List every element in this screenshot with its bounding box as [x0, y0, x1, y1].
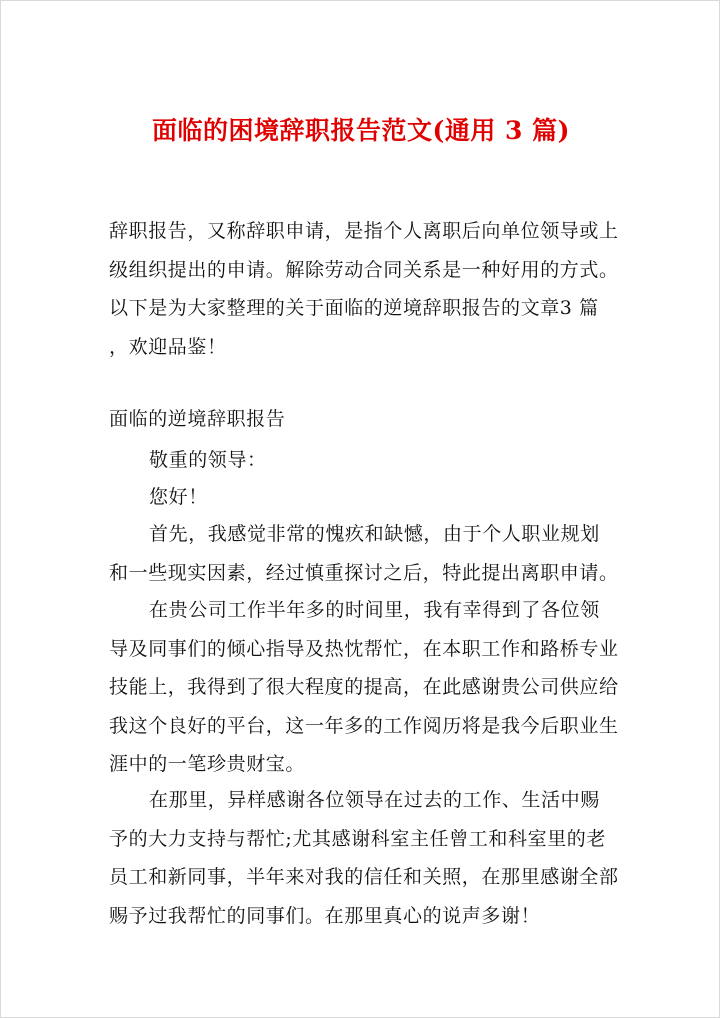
document-title: 面临的困境辞职报告范文(通用 3 篇) — [152, 116, 570, 145]
letter-greeting: 您好！ — [149, 486, 208, 508]
letter-paragraph: 首先，我感觉非常的愧疚和缺憾，由于个人职业规划和一些现实因素，经过慎重探讨之后，特此提出离职申请。 — [109, 523, 619, 584]
letter-paragraph: 在那里，异样感谢各位领导在过去的工作、生活中赐予的大力支持与帮忙;尤其感谢科室主任曾工和科室里的老员工和新同事，半年来对我的信任和关照，在那里感谢全部赐予过我帮忙的同事们。在那里真心的说声多谢！ — [109, 789, 619, 927]
intro-paragraph: 辞职报告，又称辞职申请，是指个人离职后向单位领导或上级组织提出的申请。解除劳动合同关系是一种好用的方式。以下是为大家整理的关于面临的逆境辞职报告的文章3 篇 ，欢迎品鉴！ — [109, 220, 619, 358]
letter-paragraph: 在贵公司工作半年多的时间里，我有幸得到了各位领导及同事们的倾心指导及热忱帮忙，在本职工作和路桥专业技能上，我得到了很大程度的提高，在此感谢贵公司供应给我这个良好的平台，这一年多的工作阅历将是我今后职业生涯中的一笔珍贵财宝。 — [109, 599, 619, 775]
letter-salutation: 敬重的领导： — [149, 449, 267, 471]
letter-heading: 面临的逆境辞职报告 — [109, 408, 286, 430]
